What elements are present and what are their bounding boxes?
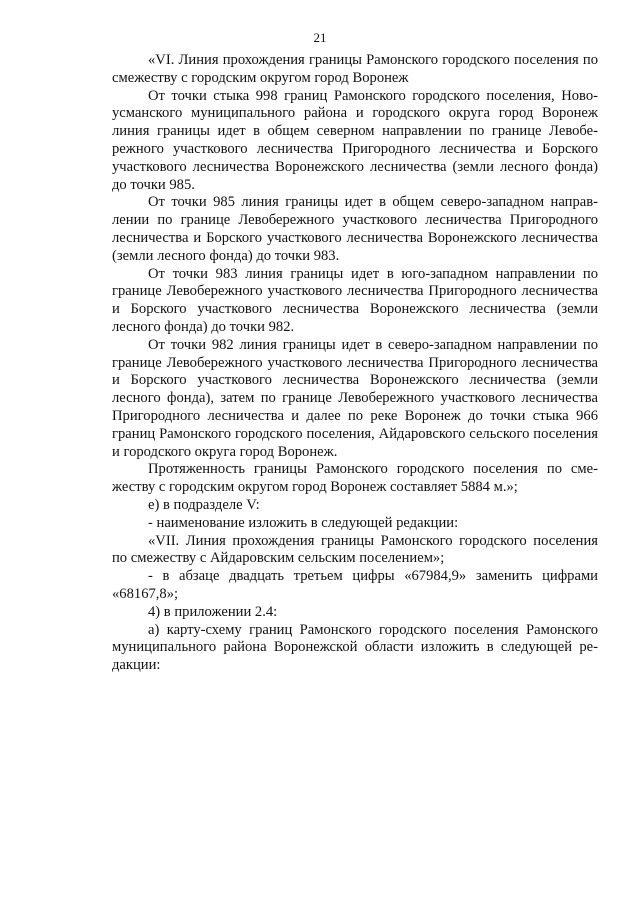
document-body xyxy=(112,52,598,675)
body-paragraph: «VII. Линия прохождения границы Рамонского городского поселения по смежеству с Айдаровским сельским поселением»; xyxy=(112,532,598,567)
body-paragraph: От точки стыка 998 границ Рамонского городского поселения, Новоусманского муниципального района и городского округа город Воронеж линия границы идет в общем северном направлении по границе Левобережного участкового лесничества Пригородного лесничества и Борского участкового лесничества Воронежского лесничества (земли лесного фонда) до точки 985. xyxy=(112,87,598,193)
list-item-paragraph: - наименование изложить в следующей редакции: xyxy=(148,514,459,531)
body-paragraph: От точки 982 линия границы идет в северо-западном направлении по границе Левобережного участкового лесничества Пригородного лесничества и Борского участкового лесничества Воронежского лесничества (земли лесного фонда), затем по границе Левобережного участкового лесничества Пригородного лесничества и далее по реке Воронеж до точки стыка 966 границ Рамонского городского поселения, Айдаровского сельского поселения и городского округа город Воронеж. xyxy=(112,336,598,460)
list-item-paragraph: е) в подразделе V: xyxy=(148,496,260,513)
body-paragraph: Протяженность границы Рамонского городского поселения по смежеству с городским округом город Воронеж составляет 5884 м.»; xyxy=(112,461,598,496)
body-paragraph: От точки 983 линия границы идет в юго-западном направлении по границе Левобережного участкового лесничества Пригородного лесничества и Борского участкового лесничества Воронежского лесничества (земли лесного фонда) до точки 982. xyxy=(112,265,598,335)
body-paragraph: От точки 985 линия границы идет в общем северо-западном направлении по границе Левобережного участкового лесничества Пригородного лесничества и Борского участкового лесничества Воронежского лесничества (земли лесного фонда) до точки 983. xyxy=(112,194,598,264)
list-item-paragraph: - в абзаце двадцать третьем цифры «67984,9» заменить цифрами «68167,8»; xyxy=(112,568,598,602)
list-item-paragraph: 4) в приложении 2.4: xyxy=(148,603,278,620)
section-heading-paragraph: «VI. Линия прохождения границы Рамонского городского поселения по смежеству с городским округом город Воронеж xyxy=(112,52,598,86)
page-number: 21 xyxy=(313,30,327,45)
body-paragraph: а) карту-схему границ Рамонского городского поселения Рамонского муниципального района Воронежской области изложить в следующей редакции: xyxy=(112,621,598,674)
